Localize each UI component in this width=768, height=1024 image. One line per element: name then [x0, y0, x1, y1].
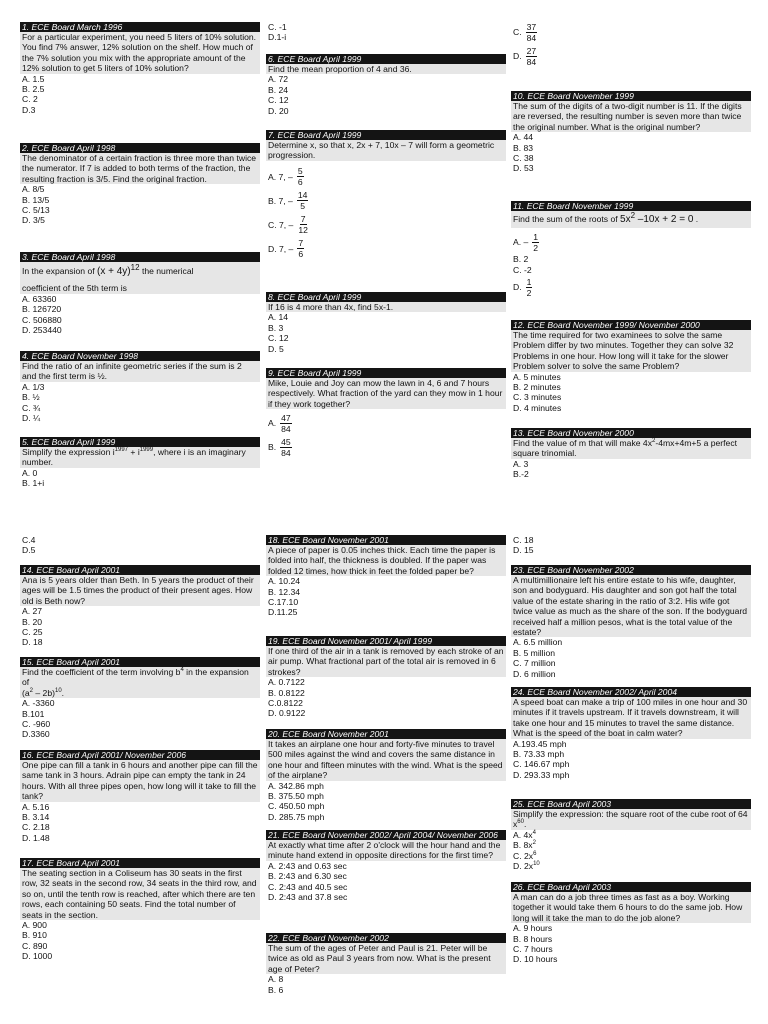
option: B.-2 [513, 469, 529, 480]
question-header: 5. ECE Board April 1999 [20, 437, 260, 447]
exponent: 60 [517, 819, 524, 826]
question-15 [20, 657, 260, 740]
option: A. -3360 [22, 698, 55, 709]
continued-options [266, 22, 506, 43]
option: B. 2:43 and 6.30 sec [268, 871, 347, 882]
option-label: A. – [513, 237, 529, 248]
options [266, 576, 506, 618]
options [511, 637, 751, 679]
option: C. 450.50 mph [268, 801, 325, 812]
question-header: 23. ECE Board November 2002 [511, 565, 751, 575]
option: A. 342.86 mph [268, 780, 324, 791]
question-header: 24. ECE Board November 2002/ April 2004 [511, 687, 751, 697]
continued-options [511, 20, 751, 68]
option: A. 72 [268, 74, 289, 85]
option [511, 830, 751, 840]
numerator: 7 [300, 214, 306, 225]
option-label: D. [513, 282, 522, 293]
option: D. 53 [513, 163, 534, 174]
question-body: Mike, Louie and Joy can mow the lawn in 4, 6 and 7 hours respectively. What fraction of the yard can they mow in 1 hour if they work together? [266, 378, 506, 409]
math-expression: 5x [620, 214, 631, 225]
question-26 [511, 882, 751, 965]
question-body [511, 809, 751, 830]
options [511, 20, 751, 68]
option: A. 8 [268, 974, 284, 985]
option: D. 5 [268, 343, 284, 354]
question-6 [266, 54, 506, 116]
options [20, 184, 260, 226]
question-header: 1. ECE Board March 1996 [20, 22, 260, 32]
question-13 [511, 428, 751, 480]
option: D. 1.48 [22, 832, 50, 843]
question-body: One pipe can fill a tank in 6 hours and another pipe can fill the same tank in 3 hours. Adrain pipe can empty the tank in 24 hours. With all three pipes open, how long will it take to fill the tank? [20, 760, 260, 802]
question-11 [511, 201, 751, 299]
option: C. 3 minutes [513, 392, 562, 403]
option: C. 18 [513, 535, 534, 545]
question-header: 6. ECE Board April 1999 [266, 54, 506, 64]
option [266, 411, 506, 435]
option: B. 73.33 mph [513, 749, 565, 760]
option-label: D. [513, 50, 522, 61]
exponent: 6 [533, 850, 537, 857]
body-text: , where i is an imaginary number. [22, 447, 246, 468]
fraction [280, 413, 292, 434]
question-5 [20, 437, 260, 489]
option: C. 12 [268, 333, 289, 344]
body-text: coefficient of the 5th term is [22, 283, 127, 294]
option: B. 2 minutes [513, 382, 561, 393]
option [511, 840, 751, 850]
question-header: 3. ECE Board April 1998 [20, 252, 260, 262]
question-21 [266, 830, 506, 902]
option: C. 146.67 mph [513, 759, 570, 770]
question-header: 22. ECE Board November 2002 [266, 933, 506, 943]
option: B. 0.8122 [268, 687, 305, 698]
numerator: 1 [526, 276, 532, 287]
options [20, 606, 260, 648]
question-body [20, 447, 260, 468]
question-22 [266, 933, 506, 995]
question-body: The seating section in a Coliseum has 30 seats in the first row, 32 seats in the second row, 34 seats in the third row, and so on, until the tenth row is reached, after which there are ten rows, each containing 50 seats. Find the total number of seats in the section. [20, 868, 260, 920]
options [20, 468, 260, 489]
option [266, 237, 506, 261]
option: B.101 [22, 708, 45, 719]
option: D. 1000 [22, 951, 53, 962]
option: D. 285.75 mph [268, 811, 325, 822]
exponent: 2 [652, 438, 656, 445]
option: C. -960 [22, 719, 51, 730]
options [266, 74, 506, 116]
question-body: A piece of paper is 0.05 inches thick. Each time the paper is folded into half, the thickness is doubled. If the paper was folded 12 times, how thick in feet the folded paper be? [266, 545, 506, 576]
option: D. 2:43 and 37.8 sec [268, 892, 348, 903]
option: D. 10 hours [513, 954, 558, 965]
option: B. 24 [268, 84, 289, 95]
option: B. 375.50 mph [268, 791, 324, 802]
option: B. 6 [268, 984, 284, 995]
fraction [297, 190, 309, 211]
option: D.3360 [22, 729, 50, 740]
question-body: It takes an airplane one hour and forty-five minutes to travel 500 miles against the wind and covers the same distance in one hour and fifteen minutes with the wind. What is the speed of the airplane? [266, 739, 506, 781]
option: C. 2 [22, 94, 38, 105]
options [511, 830, 751, 872]
body-text: Find the value of m that will make 4x [513, 438, 652, 448]
fraction [526, 46, 538, 67]
option: D.5 [22, 545, 36, 556]
options [511, 739, 751, 781]
question-14 [20, 565, 260, 648]
options [511, 459, 751, 480]
math-expression: –10x + 2 = 0 [635, 214, 694, 225]
question-body: Find the mean proportion of 4 and 36. [266, 64, 506, 74]
body-text: In the expansion of [22, 266, 95, 276]
options [20, 802, 260, 844]
option: D. 6 million [513, 668, 556, 679]
question-body: The time required for two examinees to solve the same Problem differ by two minutes. Together they can solve 32 Problems in one hour. How long will it take for the slower Problem solver to solve the same Problem? [511, 330, 751, 372]
question-7 [266, 130, 506, 261]
option [511, 230, 751, 254]
option: D.3 [22, 104, 36, 115]
option: C. ¾ [22, 402, 41, 413]
numerator: 1 [533, 231, 539, 242]
question-18 [266, 535, 506, 618]
exponent: 10 [54, 687, 62, 694]
option: D. 0.9122 [268, 708, 306, 719]
continued-options [20, 535, 260, 556]
fraction [297, 214, 309, 235]
question-10 [511, 91, 751, 174]
options [511, 230, 751, 299]
option: A. 0.7122 [268, 677, 305, 688]
exponent: 2 [532, 840, 536, 847]
exponent: 1997 [114, 447, 129, 454]
option-label: D. 7, – [268, 243, 294, 254]
options [266, 312, 506, 354]
option [511, 851, 751, 861]
option-label: A. 7, – [268, 171, 293, 182]
option: C.4 [22, 535, 36, 545]
question-header: 13. ECE Board November 2000 [511, 428, 751, 438]
question-header: 15. ECE Board April 2001 [20, 657, 260, 667]
option-text: D. 2x [513, 861, 534, 872]
exponent: 4 [180, 667, 184, 674]
denominator: 5 [300, 201, 306, 212]
question-header: 11. ECE Board November 1999 [511, 201, 751, 211]
option [511, 20, 751, 44]
question-body: For a particular experiment, you need 5 liters of 10% solution. You find 7% answer, 12% solution on the shelf. How much of the 7% solution you mix with the appropriate amount of the 12% solution to get 5 liters of 10% solution? [20, 32, 260, 74]
question-header: 14. ECE Board April 2001 [20, 565, 260, 575]
question-header: 19. ECE Board November 2001/ April 1999 [266, 636, 506, 646]
question-header: 20. ECE Board November 2001 [266, 729, 506, 739]
fraction [526, 277, 533, 298]
option: B. 126720 [22, 304, 62, 315]
option: B. 3 [268, 322, 284, 333]
question-body: Find the ratio of an infinite geometric series if the sum is 2 and the first term is ½. [20, 361, 260, 382]
fraction [532, 232, 539, 253]
option: A. 6.5 million [513, 637, 563, 648]
question-9 [266, 368, 506, 459]
options [266, 861, 506, 903]
question-header: 4. ECE Board November 1998 [20, 351, 260, 361]
options [266, 165, 506, 261]
question-body: The denominator of a certain fraction is three more than twice the numerator. If 7 is added to both terms of the fraction, the resulting fraction is 3/5. Find the original fraction. [20, 153, 260, 184]
question-header: 21. ECE Board November 2002/ April 2004/ November 2006 [266, 830, 506, 840]
option: A. 3 [513, 458, 529, 469]
option: C. 890 [22, 940, 48, 951]
option: C. 506880 [22, 314, 62, 325]
option: C. 38 [513, 153, 534, 164]
question-header: 7. ECE Board April 1999 [266, 130, 506, 140]
fraction [526, 22, 538, 43]
question-body: A speed boat can make a trip of 100 miles in one hour and 30 minutes if it travels upstream. If it travels downstream, it will take one hour and 15 minutes to travel the same distance. What is the speed of the boat in calm water? [511, 697, 751, 739]
option-text: A. 4x [513, 829, 533, 840]
option: A.193.45 mph [513, 738, 567, 749]
question-12 [511, 320, 751, 413]
body-text: Find the sum of the roots of [513, 214, 618, 224]
option-label: C. 7, – [268, 219, 294, 230]
question-body: The sum of the digits of a two-digit number is 11. If the digits are reversed, the resulting number is seven more than twice the original number. What is the original number? [511, 101, 751, 132]
options [511, 923, 751, 965]
question-16 [20, 750, 260, 843]
question-header: 18. ECE Board November 2001 [266, 535, 506, 545]
question-header: 25. ECE Board April 2003 [511, 799, 751, 809]
option: C. 25 [22, 627, 43, 638]
question-4 [20, 351, 260, 423]
exponent: 2 [29, 687, 33, 694]
options [20, 74, 260, 116]
question-body [511, 211, 751, 228]
option: B. 2.5 [22, 84, 45, 95]
option-label: C. [513, 26, 522, 37]
exponent: 12 [130, 263, 140, 273]
options [20, 382, 260, 424]
option: A. 27 [22, 606, 43, 617]
denominator: 12 [298, 225, 308, 236]
option: A. 0 [22, 467, 38, 478]
option: D. ¼ [22, 413, 41, 424]
body-text: Simplify the expression: the square root of the cube root of 64 x [513, 809, 748, 830]
numerator: 37 [526, 21, 537, 32]
option: B. 8 hours [513, 933, 553, 944]
option: D. 18 [22, 637, 43, 648]
numerator: 45 [281, 436, 291, 447]
exponent: 1999 [139, 447, 154, 454]
question-body: If 16 is 4 more than 4x, find 5x-1. [266, 302, 506, 312]
numerator: 7 [298, 238, 304, 249]
numerator: 5 [297, 166, 303, 177]
option: D.11.25 [268, 607, 298, 618]
option: D. 253440 [22, 325, 62, 336]
question-body: At exactly what time after 2 o'clock will the hour hand and the minute hand extend in opposite directions for the first time? [266, 840, 506, 861]
option: C. -2 [513, 264, 532, 275]
question-2 [20, 143, 260, 226]
denominator: 2 [526, 287, 532, 298]
option: A. 8/5 [22, 184, 45, 195]
option [511, 44, 751, 68]
option: A. 2:43 and 0.63 sec [268, 860, 347, 871]
options [20, 698, 260, 740]
option [511, 861, 751, 871]
question-body: The sum of the ages of Peter and Paul is 21. Peter will be twice as old as Paul 3 years from now. What is the present age of Peter? [266, 943, 506, 974]
numerator: 47 [281, 412, 291, 423]
option: B. 13/5 [22, 194, 50, 205]
option: A. 9 hours [513, 923, 553, 934]
options [20, 535, 260, 556]
option [511, 275, 751, 299]
option: A. 1/3 [22, 381, 45, 392]
question-body: A man can do a job three times as fast as a boy. Working together it would take them 6 hours to do the same job. How long will it take the man to do the job alone? [511, 892, 751, 923]
option: C. 2:43 and 40.5 sec [268, 881, 348, 892]
numerator: 27 [526, 45, 537, 56]
exponent: 2 [630, 211, 636, 221]
option: D.1-i [268, 32, 287, 43]
denominator: 6 [298, 249, 304, 260]
question-header: 12. ECE Board November 1999/ November 2000 [511, 320, 751, 330]
option: A. 5.16 [22, 801, 50, 812]
option: C. 5/13 [22, 205, 50, 216]
option: A. 5 minutes [513, 371, 561, 382]
math-expression: (a [22, 687, 30, 698]
question-body: If one third of the air in a tank is removed by each stroke of an air pump. What fractional part of the total air is removed in 6 strokes? [266, 646, 506, 677]
body-text: -4mx+4m+5 a perfect square trinomial. [513, 438, 738, 459]
question-19 [266, 636, 506, 719]
option: D. 3/5 [22, 215, 45, 226]
options [266, 411, 506, 459]
option [266, 213, 506, 237]
denominator: 84 [526, 32, 537, 43]
option: C. 7 million [513, 658, 556, 669]
option: B. 20 [22, 616, 43, 627]
question-body: Determine x, so that x, 2x + 7, 10x – 7 will form a geometric progression. [266, 140, 506, 161]
option: B. 83 [513, 142, 534, 153]
question-8 [266, 292, 506, 354]
options [20, 294, 260, 336]
options [266, 974, 506, 995]
question-header: 2. ECE Board April 1998 [20, 143, 260, 153]
option: D. 20 [268, 105, 289, 116]
options [511, 372, 751, 414]
option: C. 2.18 [22, 822, 50, 833]
options [266, 22, 506, 43]
option: A. 1.5 [22, 73, 45, 84]
options [266, 781, 506, 823]
option-label: B. 7, – [268, 195, 293, 206]
question-header: 8. ECE Board April 1999 [266, 292, 506, 302]
question-header: 17. ECE Board April 2001 [20, 858, 260, 868]
option: A. 14 [268, 312, 289, 323]
options [266, 677, 506, 719]
question-20 [266, 729, 506, 822]
body-text: the numerical [141, 266, 194, 276]
body-text: Find the coefficient of the term involving b [22, 667, 181, 677]
question-header: 26. ECE Board April 2003 [511, 882, 751, 892]
body-text: . [523, 819, 527, 830]
question-body [20, 667, 260, 698]
option [266, 189, 506, 213]
body-text: in the expansion of [22, 667, 249, 688]
option [266, 435, 506, 459]
fraction [280, 437, 292, 458]
option: A. 44 [513, 132, 534, 143]
denominator: 84 [526, 56, 537, 67]
option: B. 5 million [513, 647, 556, 658]
denominator: 84 [281, 447, 291, 458]
question-body [511, 438, 751, 459]
option: A. 900 [22, 920, 47, 931]
option: B. 1+i [22, 478, 45, 489]
denominator: 6 [297, 177, 303, 188]
denominator: 2 [533, 242, 539, 253]
option-label: A. [268, 418, 277, 429]
question-1 [20, 22, 260, 115]
math-expression: – 2b) [33, 687, 55, 698]
options [511, 132, 751, 174]
option: B. 3.14 [22, 812, 50, 823]
denominator: 84 [281, 423, 291, 434]
math-expression: (x + 4y) [97, 266, 131, 277]
question-header: 9. ECE Board April 1999 [266, 368, 506, 378]
option: D. 4 minutes [513, 402, 562, 413]
math-expression: . [61, 687, 65, 698]
question-17 [20, 858, 260, 962]
exponent: 4 [532, 829, 536, 836]
option: B. 910 [22, 930, 47, 941]
question-body: A multimillionaire left his entire estate to his wife, daughter, son and bodyguard. His daughter and son got half the total value of the estate sharing in the ratio of 3:2. His wife got twice value as much as the share of the son. If the bodyguard received half a million pesos, what is the total value of the estate? [511, 575, 751, 637]
option: C.17.10 [268, 597, 299, 608]
question-header: 16. ECE Board April 2001/ November 2006 [20, 750, 260, 760]
option: C. -1 [268, 22, 287, 32]
option [266, 165, 506, 189]
option: C.0.8122 [268, 698, 303, 709]
option: C. 12 [268, 95, 289, 106]
option: D. 15 [513, 545, 534, 556]
question-body: Ana is 5 years older than Beth. In 5 years the product of their ages will be 1.5 times the product of their present ages. How old is Beth now? [20, 575, 260, 606]
body-text: + i [128, 447, 140, 457]
options [20, 920, 260, 962]
numerator: 14 [297, 190, 308, 201]
question-header: 10. ECE Board November 1999 [511, 91, 751, 101]
math-expression: . [693, 214, 699, 224]
question-23 [511, 565, 751, 679]
option-text: B. 8x [513, 840, 533, 851]
option: C. 7 hours [513, 944, 553, 955]
option: D. 293.33 mph [513, 769, 570, 780]
exponent: 10 [533, 861, 540, 868]
option: A. 10.24 [268, 576, 301, 587]
continued-options [511, 535, 751, 556]
option: A. 63360 [22, 293, 57, 304]
question-body [20, 262, 260, 294]
option: B. 2 [513, 254, 529, 265]
question-3 [20, 252, 260, 335]
option-label: B. [268, 442, 277, 453]
fraction [297, 238, 304, 259]
option: B. ½ [22, 392, 40, 403]
options [511, 535, 751, 556]
question-25 [511, 799, 751, 871]
question-24 [511, 687, 751, 780]
body-text: Simplify the expression i [22, 447, 115, 457]
option: B. 12.34 [268, 586, 301, 597]
option-text: C. 2x [513, 850, 534, 861]
fraction [297, 166, 304, 187]
